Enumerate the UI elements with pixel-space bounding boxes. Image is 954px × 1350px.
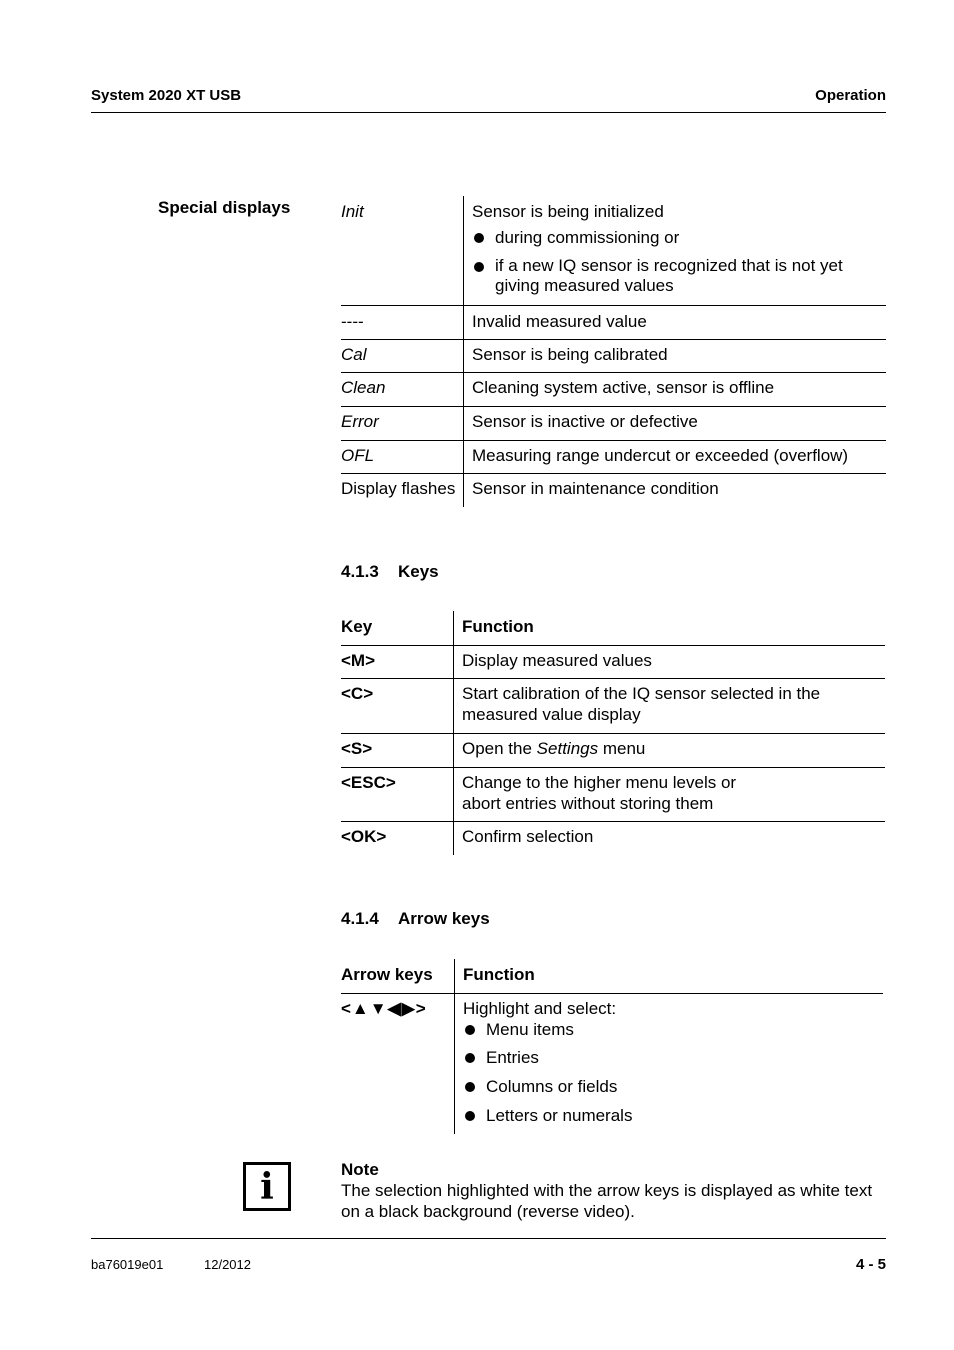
display-description: Sensor in maintenance condition <box>472 479 719 498</box>
table-row <box>341 678 885 734</box>
info-icon <box>243 1162 291 1211</box>
section-title: Arrow keys <box>398 909 490 928</box>
special-displays-table <box>341 196 886 507</box>
table-row <box>341 440 886 474</box>
key-function-text: menu <box>598 739 646 758</box>
table-row <box>341 821 885 856</box>
key-label: <M> <box>341 651 376 670</box>
table-row <box>341 993 883 1135</box>
column-header-function: Function <box>463 965 535 984</box>
list-item: Letters or numerals <box>463 1105 863 1126</box>
display-term: ---- <box>341 312 364 331</box>
key-function-text: Open the <box>462 739 537 758</box>
arrow-keys-function <box>463 998 863 1126</box>
footer-date: 12/2012 <box>204 1257 251 1272</box>
list-item: Entries <box>463 1047 863 1068</box>
table-row <box>341 339 886 373</box>
arrow-keys-function-text: Highlight and select: <box>463 999 617 1018</box>
key-function-line: Change to the higher menu levels or <box>462 773 737 792</box>
page-number: 4 - 5 <box>855 1256 886 1273</box>
list-item: during commissioning or <box>472 227 872 248</box>
key-function <box>462 772 736 814</box>
list-item: Menu items <box>463 1019 863 1040</box>
section-heading-keys <box>341 562 439 582</box>
header-chapter-title: Operation <box>815 87 886 104</box>
arrow-keys-table <box>341 959 883 1134</box>
info-icon-glyph: i <box>260 1166 274 1208</box>
settings-menu-name: Settings <box>536 739 599 758</box>
footer-rule <box>91 1238 886 1239</box>
display-term: Init <box>341 202 364 221</box>
table-row <box>341 196 886 305</box>
key-function: Display measured values <box>462 651 652 670</box>
display-description: Invalid measured value <box>472 312 647 331</box>
display-description <box>472 201 872 296</box>
key-function-line: abort entries without storing them <box>462 794 714 813</box>
display-term: Clean <box>341 378 386 397</box>
key-label: <OK> <box>341 827 387 846</box>
footer-document-id: ba76019e01 <box>91 1257 164 1272</box>
column-header-arrow-keys: Arrow keys <box>341 965 433 984</box>
display-description: Sensor is being calibrated <box>472 345 668 364</box>
table-row <box>341 473 886 507</box>
display-description: Measuring range undercut or exceeded (overflow) <box>472 446 849 465</box>
table-row <box>341 305 886 339</box>
table-row <box>341 406 886 440</box>
key-label: <ESC> <box>341 773 396 792</box>
section-heading-arrow-keys <box>341 909 490 929</box>
key-label: <C> <box>341 684 374 703</box>
arrow-keys-label: <▲▼◀▶> <box>341 999 427 1018</box>
header-document-title: System 2020 XT USB <box>91 87 242 104</box>
table-row <box>341 767 885 822</box>
list-item: Columns or fields <box>463 1076 863 1097</box>
key-function: Start calibration of the IQ sensor selected in the measured value display <box>462 684 821 724</box>
column-header-function: Function <box>462 617 534 636</box>
key-function <box>462 738 645 759</box>
display-term: Cal <box>341 345 367 364</box>
display-description-text: Sensor is being initialized <box>472 202 664 221</box>
display-term: Display flashes <box>341 479 456 498</box>
table-row <box>341 645 885 679</box>
display-term: OFL <box>341 446 375 465</box>
header-rule <box>91 112 886 113</box>
table-row <box>341 372 886 406</box>
special-displays-title: Special displays <box>158 198 291 217</box>
key-label: <S> <box>341 739 373 758</box>
key-function: Confirm selection <box>462 827 594 846</box>
table-header-row <box>341 611 885 645</box>
table-header-row <box>341 959 883 993</box>
list-item: if a new IQ sensor is recognized that is not yet giving measured values <box>472 256 872 296</box>
note-title: Note <box>341 1160 379 1179</box>
display-description: Cleaning system active, sensor is offline <box>472 378 775 397</box>
keys-table <box>341 611 885 855</box>
note-text: The selection highlighted with the arrow keys is displayed as white text on a black background (reverse video). <box>341 1181 873 1221</box>
table-row <box>341 733 885 768</box>
section-number: 4.1.3 <box>341 562 379 581</box>
column-header-key: Key <box>341 617 373 636</box>
section-number: 4.1.4 <box>341 909 379 928</box>
display-description: Sensor is inactive or defective <box>472 412 698 431</box>
display-term: Error <box>341 412 379 431</box>
section-title: Keys <box>398 562 439 581</box>
